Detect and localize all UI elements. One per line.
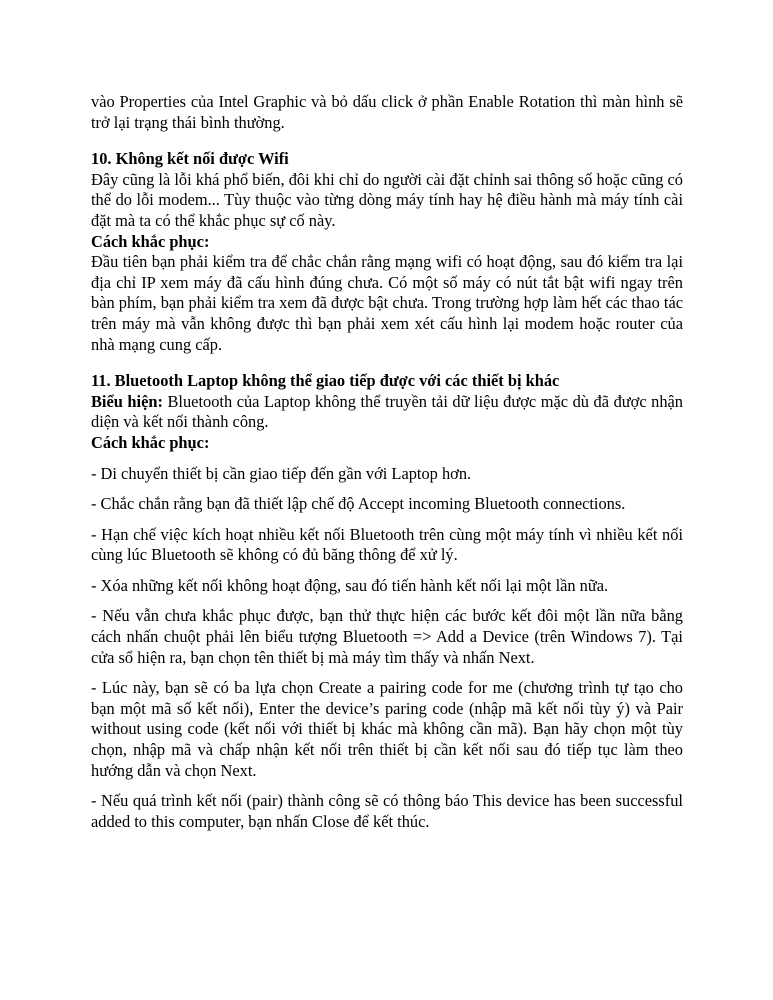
section-10-description: Đây cũng là lỗi khá phổ biến, đôi khi chỉ do người cài đặt chỉnh sai thông số hoặc cũng có thể do lỗi modem... Tùy thuộc vào từng dòng máy tính hay hệ điều hành mà máy tính cài đặt mà ta có thể khắc phục sự cố này. [91,169,683,230]
list-item: - Xóa những kết nối không hoạt động, sau đó tiến hành kết nối lại một lần nữa. [91,575,609,595]
section-10-heading: 10. Không kết nối được Wifi [91,149,289,169]
list-item: - Di chuyển thiết bị cần giao tiếp đến gần với Laptop hơn. [91,463,472,483]
document-page [91,92,683,832]
section-11-symptom-text: Bluetooth của Laptop không thể truyền tải dữ liệu được mặc dù đã được nhận diện và kết nối thành công. [91,391,683,432]
list-item: - Hạn chế việc kích hoạt nhiều kết nối Bluetooth trên cùng một máy tính vì nhiều kết nối cùng lúc Bluetooth sẽ không có đủ băng thông để xử lý. [91,524,683,565]
section-10-fix-label: Cách khắc phục: [91,231,210,251]
intro-paragraph: vào Properties của Intel Graphic và bỏ dấu click ở phần Enable Rotation thì màn hình sẽ trở lại trạng thái bình thường. [91,92,683,132]
section-11-symptom [91,392,683,433]
list-item: - Nếu quá trình kết nối (pair) thành công sẽ có thông báo This device has been successful added to this computer, bạn nhấn Close để kết thúc. [91,791,683,831]
section-10-fix-text: Đầu tiên bạn phải kiểm tra để chắc chắn rằng mạng wifi có hoạt động, sau đó kiểm tra lại địa chỉ IP xem máy đã cấu hình đúng chưa. Có một số máy có nút tắt bật wifi ngay trên bàn phím, bạn phải kiểm tra xem đã được bật chưa. Trong trường hợp làm hết các thao tác trên máy mà vẫn không được thì bạn phải xem xét cấu hình lại modem hoặc router của nhà mạng cung cấp. [91,252,683,354]
list-item: - Lúc này, bạn sẽ có ba lựa chọn Create a pairing code for me (chương trình tự tạo cho bạn một mã số kết nối), Enter the device’s paring code (nhập mã kết nối tùy ý) và Pair without using code (kết nối với thiết bị khác mà không cần mã). Bạn hãy chọn một tùy chọn, nhập mã và chấp nhận kết nối trên thiết bị cần kết nối sau đó tiếp tục làm theo hướng dẫn và chọn Next. [91,678,683,780]
list-item: - Chắc chắn rằng bạn đã thiết lập chế độ Accept incoming Bluetooth connections. [91,494,626,514]
list-item: - Nếu vẫn chưa khắc phục được, bạn thử thực hiện các bước kết đôi một lần nữa bằng cách nhấn chuột phải lên biểu tượng Bluetooth => Add a Device (trên Windows 7). Tại cửa sổ hiện ra, bạn chọn tên thiết bị mà máy tìm thấy và nhấn Next. [91,606,683,667]
section-11-symptom-label: Biểu hiện: [91,391,163,411]
section-11-heading: 11. Bluetooth Laptop không thể giao tiếp được với các thiết bị khác [91,371,560,391]
section-11-fix-label: Cách khắc phục: [91,432,210,452]
section-11-steps [91,464,683,833]
